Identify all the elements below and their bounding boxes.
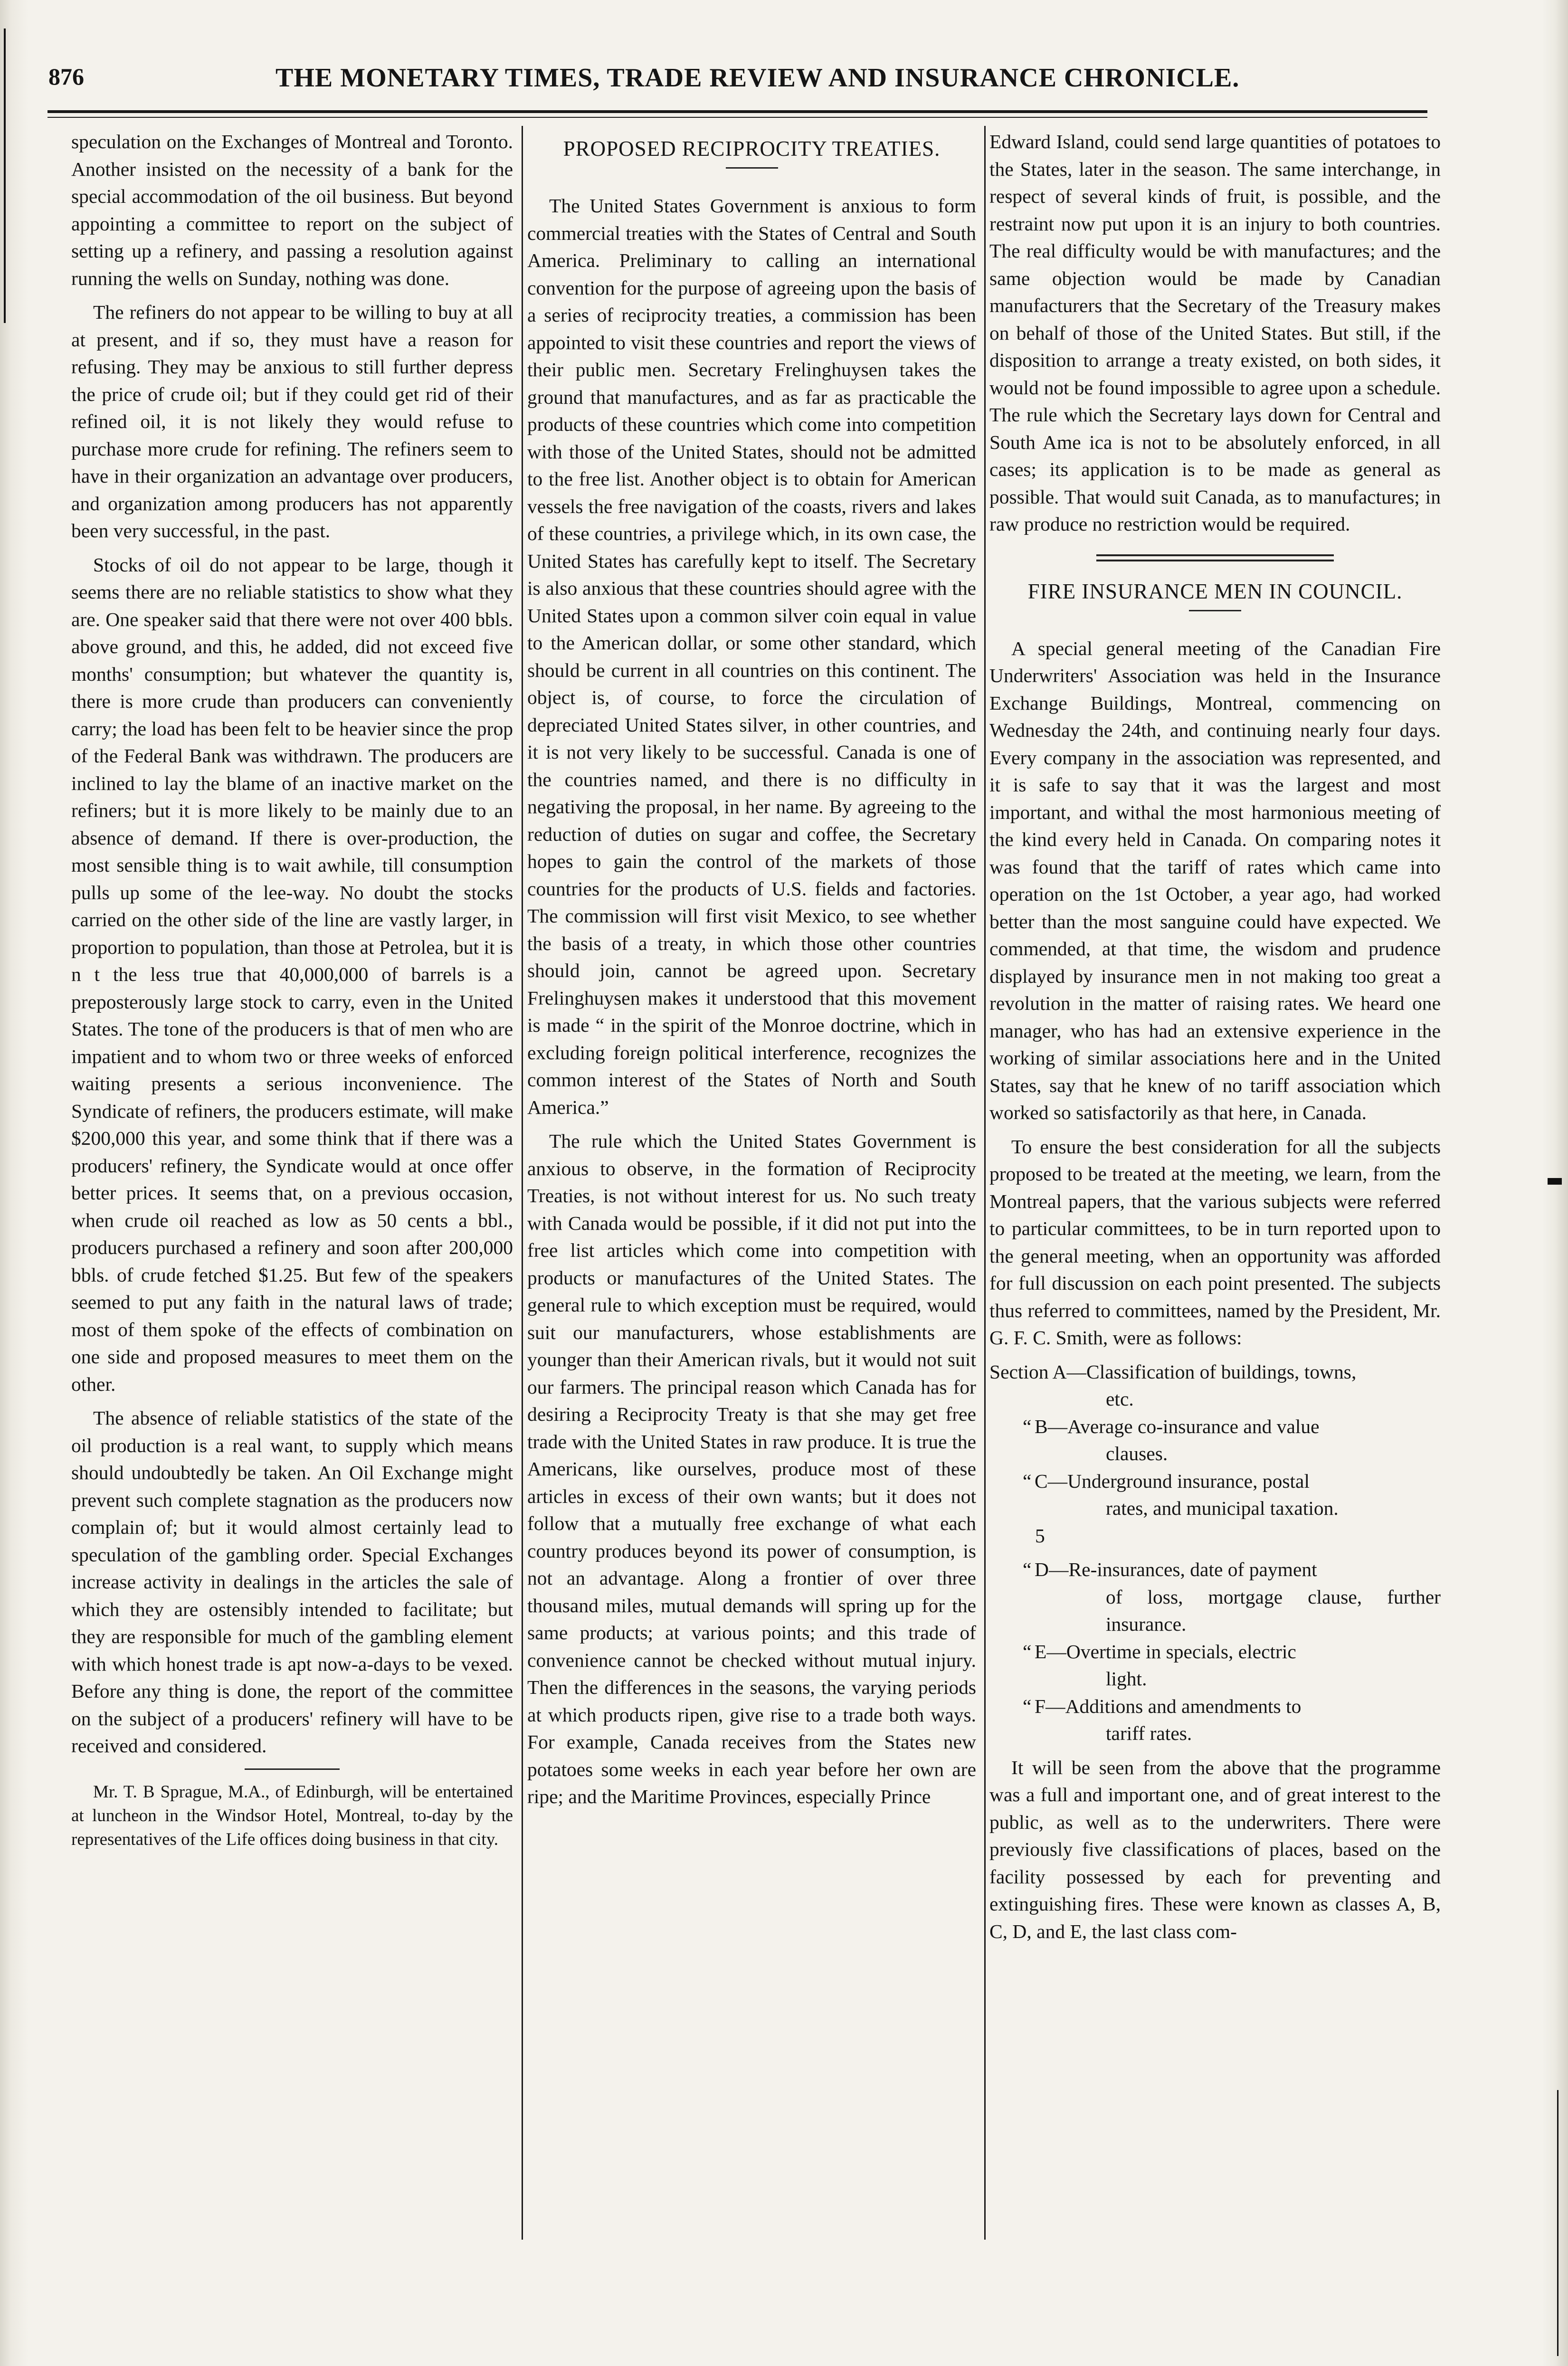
- page-number: 876: [48, 63, 84, 90]
- ditto-mark: “: [1023, 1558, 1032, 1580]
- section-label: C—Underground insurance, postal: [1035, 1470, 1310, 1492]
- article-heading: FIRE INSURANCE MEN IN COUNCIL.: [1027, 579, 1403, 603]
- section-label: E—Overtime in specials, electric: [1035, 1640, 1296, 1663]
- ditto-mark: “: [1023, 1640, 1032, 1663]
- section-list-item: [989, 1693, 1441, 1748]
- section-divider: [245, 1768, 340, 1770]
- heading-rule: [726, 167, 778, 169]
- section-label: Section A—Classification of buildings, towns,: [989, 1360, 1357, 1383]
- section-list-item: [989, 1468, 1441, 1522]
- section-continuation: of loss, mortgage clause, further insurance.: [1106, 1586, 1441, 1635]
- heading-rule: [1189, 610, 1241, 611]
- section-label: F—Additions and amendments to: [1035, 1695, 1302, 1717]
- ditto-mark: “: [1023, 1470, 1032, 1492]
- ditto-mark: “: [1023, 1415, 1032, 1437]
- article-paragraph: The absence of reliable statistics of the state of the oil production is a real want, to supply which means should undoubtedly be taken. An Oil Exchange might prevent such complete stagnation as the producers now complain of; but it would almost certainly lead to speculation of the gambling order. Special Exchanges increase activity in dealings in the articles the sale of which they are ostensibly intended to facilitate; but they are responsible for much of the gambling element with which honest trade is apt now-a-days to be vexed. Before any thing is done, the report of the committee on the subject of a producers' refinery will have to be received and considered.: [71, 1407, 513, 1757]
- masthead-title: THE MONETARY TIMES, TRADE REVIEW AND INSURANCE CHRONICLE.: [276, 63, 1240, 93]
- section-continuation: rates, and municipal taxation.: [1106, 1497, 1339, 1519]
- article-paragraph: speculation on the Exchanges of Montreal and Toronto. Another insisted on the necessity of a bank for the special accommodation of the oil business. But beyond appointing a committee to report on the subject of setting up a refinery, and passing a resolution against running the wells on Sunday, nothing was done.: [71, 131, 513, 289]
- article-paragraph: To ensure the best consideration for all the subjects proposed to be treated at the meeting, we learn, from the Montreal papers, that the various subjects were referred to particular committees, to be in turn reported upon to the general meeting, when an opportunity was afforded for full discussion on each point presented. The subjects thus referred to committees, named by the President, Mr. G. F. C. Smith, were as follows:: [989, 1135, 1441, 1349]
- article-paragraph: It will be seen from the above that the programme was a full and important one, and of great interest to the public, as well as to the underwriters. There were previously five classifications of places, based on the facility possessed by each for preventing and extinguishing fires. These were known as classes A, B, C, D, and E, the last class com-: [989, 1756, 1441, 1942]
- column-right: [989, 128, 1441, 2351]
- edge-mark-left: [4, 29, 6, 323]
- marginal-mark: 5: [1035, 1524, 1045, 1547]
- section-label: D—Re-insurances, date of payment: [1035, 1558, 1317, 1580]
- page-edge-left: [0, 0, 29, 2366]
- section-label: B—Average co-insurance and value: [1035, 1415, 1320, 1437]
- article-heading: PROPOSED RECIPROCITY TREATIES.: [563, 137, 941, 161]
- article-paragraph: A special general meeting of the Canadian Fire Underwriters' Association was held in the Insurance Exchange Buildings, Montreal, commencing on Wednesday the 24th, and continuing nearly four days. Every company in the association was represented, and it is safe to say that it was the largest and most important, and withal the most harmonious meeting of the kind every held in Canada. On comparing notes it was found that the tariff of rates which came into operation on the 1st October, a year ago, had worked better than the most sanguine could have expected. We commended, at that time, the wisdom and prudence displayed by insurance men in not making too great a revolution in the matter of raising rates. We heard one manager, who has had an extensive experience in the working of similar associations here and in the United States, say that he knew of no tariff association which worked so satisfactorily as that here, in Canada.: [989, 637, 1441, 1123]
- section-continuation: clauses.: [1106, 1443, 1168, 1464]
- article-paragraph: Stocks of oil do not appear to be large, though it seems there are no reliable statistics to show what they are. One speaker said that there were not over 400 bbls. above ground, and this, he added, did not exceed five months' consumption; but whatever the quantity is, there is more crude than producers can conveniently carry; the load has been felt to be heavier since the prop of the Federal Bank was withdrawn. The producers are inclined to lay the blame of an inactive market on the refiners; but it is more likely to be mainly due to an absence of demand. If there is over-production, the most sensible thing is to wait awhile, till consumption pulls up some of the lee-way. No doubt the stocks carried on the other side of the line are vastly larger, in proportion to population, than those at Petrolea, but it is n t the less true that 40,000,000 of barrels is a preposterously large stock to carry, even in the United States. The tone of the producers is that of men who are impatient and to whom two or three weeks of enforced waiting presents a serious inconvenience. The Syndicate of refiners, the producers estimate, will make $200,000 this year, and some think that if there was a producers' refinery, the Syndicate would at once offer better prices. It seems that, on a previous occasion, when crude oil reached as low as 50 cents a bbl., producers purchased a refinery and soon after 200,000 bbls. of crude fetched $1.25. But few of the speakers seemed to put any faith in the natural laws of trade; most of them spoke of the effects of combination on one side and proposed measures to meet them on the other.: [71, 553, 513, 1395]
- section-list-item: [989, 1359, 1441, 1413]
- section-continuation: etc.: [1106, 1388, 1134, 1410]
- column-divider-1: [522, 126, 523, 2240]
- article-paragraph: The refiners do not appear to be willing to buy at all at present, and if so, they must have a reason for refusing. They may be anxious to still further depress the price of crude oil; but if they could get rid of their refined oil, it is not likely they would refuse to purchase more crude for refining. The refiners seem to have in their organization an advantage over producers, and organization among producers has not apparently been very successful, in the past.: [71, 301, 513, 542]
- edge-mark-right: [1548, 1178, 1562, 1185]
- edge-mark-right-bottom: [1557, 2090, 1558, 2356]
- article-paragraph: Edward Island, could send large quantities of potatoes to the States, later in the season. The same interchange, in respect of several kinds of fruit, is possible, and the restraint now put upon it is an injury to both countries. The real difficulty would be with manufactures; and the same objection would be made by Canadian manufacturers that the Secretary of the Treasury makes on behalf of those of the United States. But still, if the disposition to arrange a treaty existed, on both sides, it would not be found impossible to agree upon a schedule. The rule which the Secretary lays down for Central and South Ame ica is not to be absolutely enforced, in all cases; its application is to be made as general as possible. That would suit Canada, as to manufactures; in raw produce no restriction would be required.: [989, 131, 1441, 535]
- article-paragraph: The rule which the United States Government is anxious to observe, in the formation of Reciprocity Treaties, is not without interest for us. No such treaty with Canada would be possible, if it did not put into the free list articles which come into competition with products or manufactures of the United States. The general rule to which exception must be required, would suit our manufacturers, whose establishments are younger than their American rivals, but it would not suit our farmers. The principal reason which Canada has for desiring a Reciprocity Treaty is that she may get free trade with the United States in raw produce. It is true the Americans, like ourselves, produce most of these articles in excess of their own wants; but it does not follow that a mutually free exchange of what each country produces beyond its power of consumption, is not an advantage. Along a frontier of over three thousand miles, mutual demands will spring up for the same products; at various points; and this trade of convenience cannot be checked without mutual injury. Then the differences in the seasons, the varying periods at which products ripen, give rise to a trade both ways. For example, Canada receives from the States new potatoes some weeks in each year before her own are ripe; and the Maritime Provinces, especially Prince: [527, 1130, 976, 1807]
- section-list-item: [989, 1556, 1441, 1638]
- column-divider-2: [984, 126, 986, 2240]
- ditto-mark: “: [1023, 1695, 1032, 1717]
- section-continuation: tariff rates.: [1106, 1722, 1192, 1744]
- section-double-rule: [1096, 554, 1334, 561]
- masthead-rule-thin: [48, 117, 1427, 118]
- masthead-rule-thick: [48, 110, 1427, 113]
- column-left: [71, 128, 513, 2351]
- column-middle: [527, 128, 976, 2351]
- section-continuation: light.: [1106, 1668, 1147, 1690]
- section-list-item: [989, 1413, 1441, 1468]
- article-paragraph: The United States Government is anxious to form commercial treaties with the States of Central and South America. Preliminary to calling an international convention for the purpose of agreeing upon the basis of a series of reciprocity treaties, a commission has been appointed to visit these countries and report the views of their public men. Secretary Frelinghuysen takes the ground that manufactures, and as far as practicable the products of these countries which come into competition with those of the United States, should not be admitted to the free list. Another object is to obtain for American vessels the free navigation of the coasts, rivers and lakes of these countries, a privilege which, in its own case, the United States has carefully kept to itself. The Secretary is also anxious that these countries should agree with the United States upon a common silver coin equal in value to the American dollar, or some other standard, which should be current in all countries on this continent. The object is, of course, to force the circulation of depreciated United States silver, in other countries, and it is not very likely to be successful. Canada is one of the countries named, and there is no difficulty in negativing the proposal, in her name. By agreeing to the reduction of duties on sugar and coffee, the Secretary hopes to gain the control of the markets of those countries for the products of U.S. fields and factories. The commission will first visit Mexico, to see whether the basis of a treaty, in which those other countries should join, cannot be agreed upon. Secretary Frelinghuysen makes it understood that this movement is made “ in the spirit of the Monroe doctrine, which in excluding foreign political interference, recognizes the common interest of the States of North and South America.”: [527, 195, 976, 1118]
- section-list-item: [989, 1638, 1441, 1693]
- notice-paragraph: Mr. T. B Sprague, M.A., of Edinburgh, will be entertained at luncheon in the Windsor Hotel, Montreal, to-day by the representatives of the Life offices doing business in that city.: [71, 1782, 513, 1849]
